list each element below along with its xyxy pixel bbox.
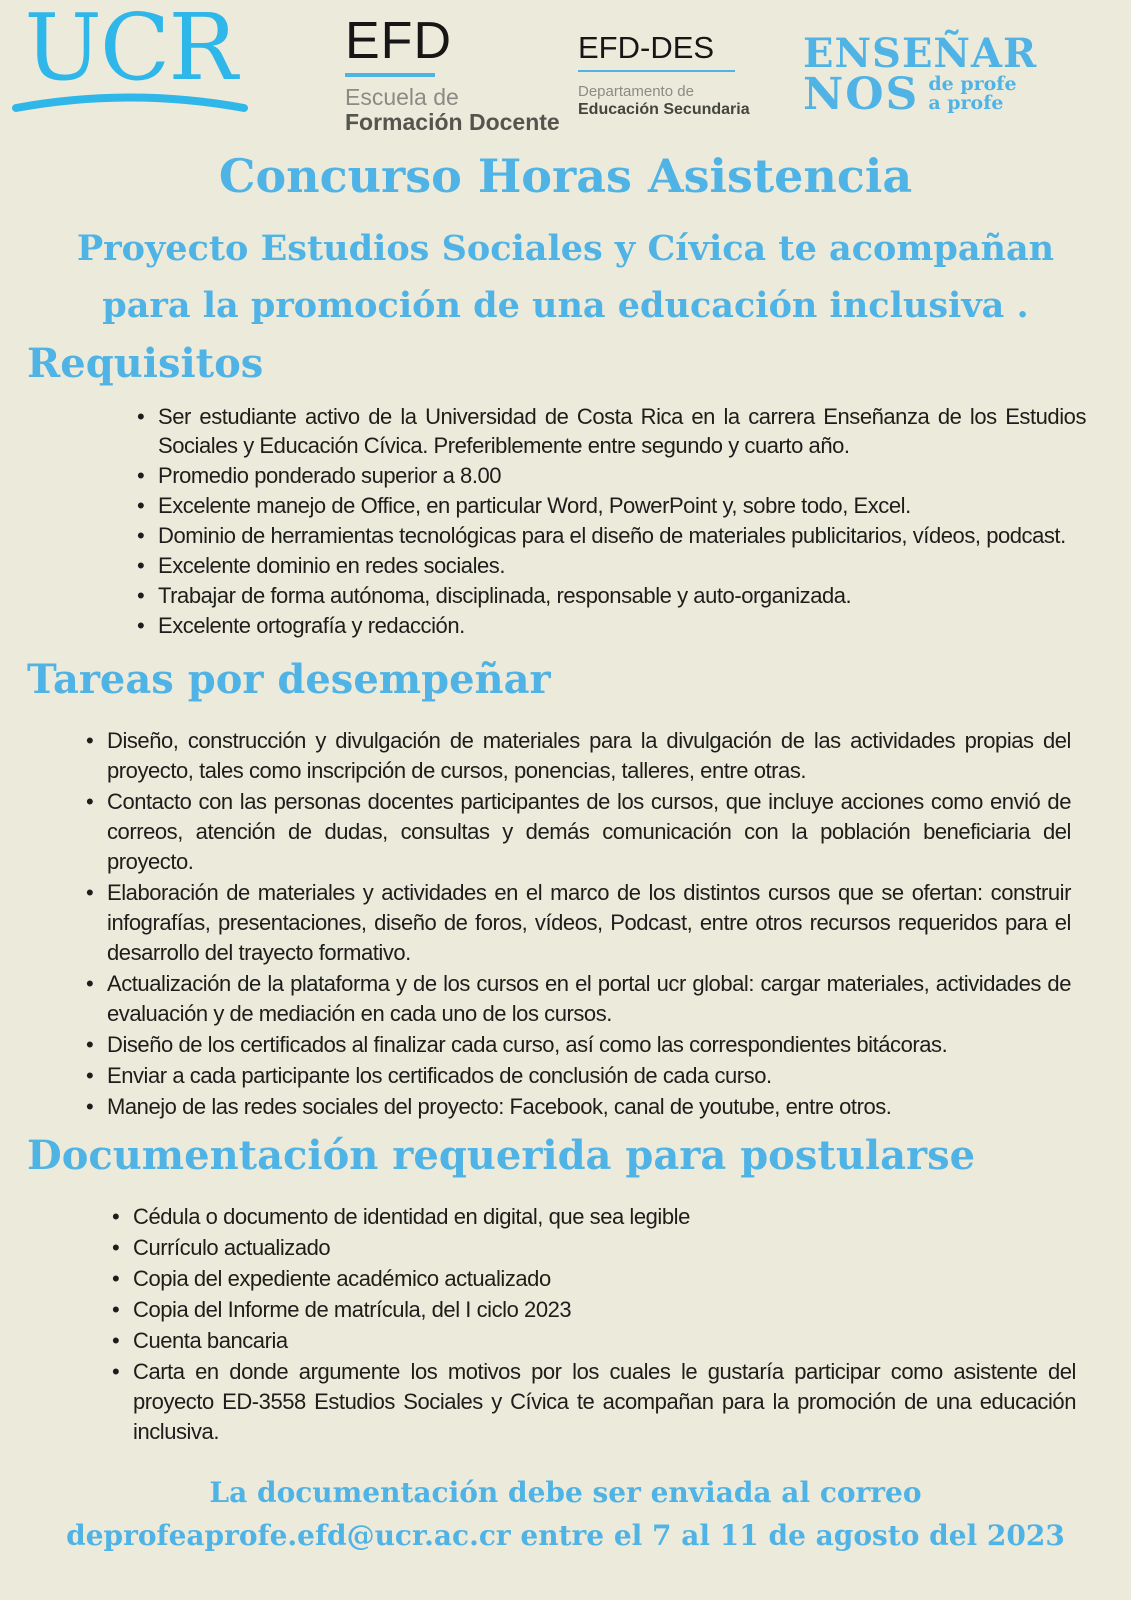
efd-logo-line2: Formación Docente — [345, 109, 560, 135]
page-title: Concurso Horas Asistencia — [218, 149, 913, 203]
list-item: • Diseño de los certificados al finalizar cada curso, así como las correspondientes bitácoras. — [107, 1030, 1071, 1060]
efd-des-logo-rule — [578, 70, 735, 72]
footer-line1: La documentación debe ser enviada al correo — [209, 1476, 922, 1509]
list-item: • Excelente manejo de Office, en particular Word, PowerPoint y, sobre todo, Excel. — [158, 491, 1086, 520]
section-heading-tareas: Tareas por desempeñar — [27, 656, 551, 703]
list-item: • Copia del Informe de matrícula, del I ciclo 2023 — [133, 1295, 1076, 1325]
ensenarnos-logo-word1: ENSEÑAR — [803, 30, 1038, 77]
efd-des-logo-line1: Departamento de — [578, 83, 694, 100]
documentacion-list — [133, 1202, 1076, 1447]
list-item: • Copia del expediente académico actualizado — [133, 1264, 1076, 1294]
efd-des-logo-line2: Educación Secundaria — [578, 101, 750, 118]
efd-des-logo-abbr: EFD-DES — [578, 30, 715, 65]
ensenarnos-tag-line1: de profe — [928, 73, 1017, 95]
ucr-logo-text: UCR — [24, 0, 236, 101]
list-item: • Trabajar de forma autónoma, disciplinada, responsable y auto-organizada. — [158, 581, 1086, 610]
logo-bar — [0, 0, 1131, 135]
list-item: • Actualización de la plataforma y de los cursos en el portal ucr global: cargar materiales, actividades de evaluación y de mediación en cada uno de los cursos. — [107, 969, 1071, 1029]
list-item: • Manejo de las redes sociales del proyecto: Facebook, canal de youtube, entre otros. — [107, 1092, 1071, 1122]
ucr-logo — [10, 0, 250, 114]
efd-logo — [345, 12, 560, 135]
ensenarnos-logo-tagline — [928, 75, 1016, 116]
list-item: • Promedio ponderado superior a 8.00 — [158, 461, 1086, 490]
list-item: • Cuenta bancaria — [133, 1326, 1076, 1356]
list-item: • Cédula o documento de identidad en digital, que sea legible — [133, 1202, 1076, 1232]
list-item: • Ser estudiante activo de la Universidad de Costa Rica en la carrera Enseñanza de los Estudios Sociales y Educación Cívica. Preferiblemente entre segundo y cuarto año. — [158, 402, 1086, 460]
section-heading-requisitos: Requisitos — [27, 340, 264, 387]
efd-logo-line1: Escuela de — [345, 84, 459, 110]
page-subtitle-line1: Proyecto Estudios Sociales y Cívica te acompañan — [76, 228, 1055, 269]
list-item: • Excelente dominio en redes sociales. — [158, 551, 1086, 580]
list-item: • Enviar a cada participante los certificados de conclusión de cada curso. — [107, 1061, 1071, 1091]
page-subtitle — [0, 220, 1131, 334]
list-item: • Contacto con las personas docentes participantes de los cursos, que incluye acciones como envió de correos, atención de dudas, consultas y demás comunicación con la población beneficiaria del proyecto. — [107, 787, 1071, 877]
requisitos-list — [158, 402, 1086, 640]
page-subtitle-line2: para la promoción de una educación inclusiva . — [102, 285, 1029, 326]
section-heading-documentacion: Documentación requerida para postularse — [27, 1132, 976, 1179]
list-item: • Carta en donde argumente los motivos por los cuales le gustaría participar como asistente del proyecto ED-3558 Estudios Sociales y Cívica te acompañan para la promoción de una educación inclusiva. — [133, 1357, 1076, 1447]
list-item: • Diseño, construcción y divulgación de materiales para la divulgación de las actividades propias del proyecto, tales como inscripción de cursos, ponencias, talleres, entre otras. — [107, 726, 1071, 786]
list-item: • Dominio de herramientas tecnológicas para el diseño de materiales publicitarios, vídeos, podcast. — [158, 521, 1086, 550]
ensenarnos-logo-word2: NOS — [803, 69, 920, 120]
efd-logo-abbr: EFD — [345, 12, 452, 70]
ensenarnos-tag-line2: a profe — [928, 92, 1004, 114]
list-item: • Currículo actualizado — [133, 1233, 1076, 1263]
list-item: • Elaboración de materiales y actividades en el marco de los distintos cursos que se ofertan: construir infografías, presentaciones, diseño de foros, vídeos, Podcast, entre otros recursos requeridos para el desarrollo del trayecto formativo. — [107, 878, 1071, 968]
tareas-list — [107, 726, 1071, 1122]
ensenarnos-logo — [803, 30, 1038, 120]
efd-logo-rule — [345, 73, 435, 77]
list-item: • Excelente ortografía y redacción. — [158, 611, 1086, 640]
footer-note — [0, 1471, 1131, 1557]
efd-des-logo — [578, 32, 750, 119]
footer-line2-email: deprofeaprofe.efd@ucr.ac.cr entre el 7 al 11 de agosto del 2023 — [66, 1519, 1065, 1552]
